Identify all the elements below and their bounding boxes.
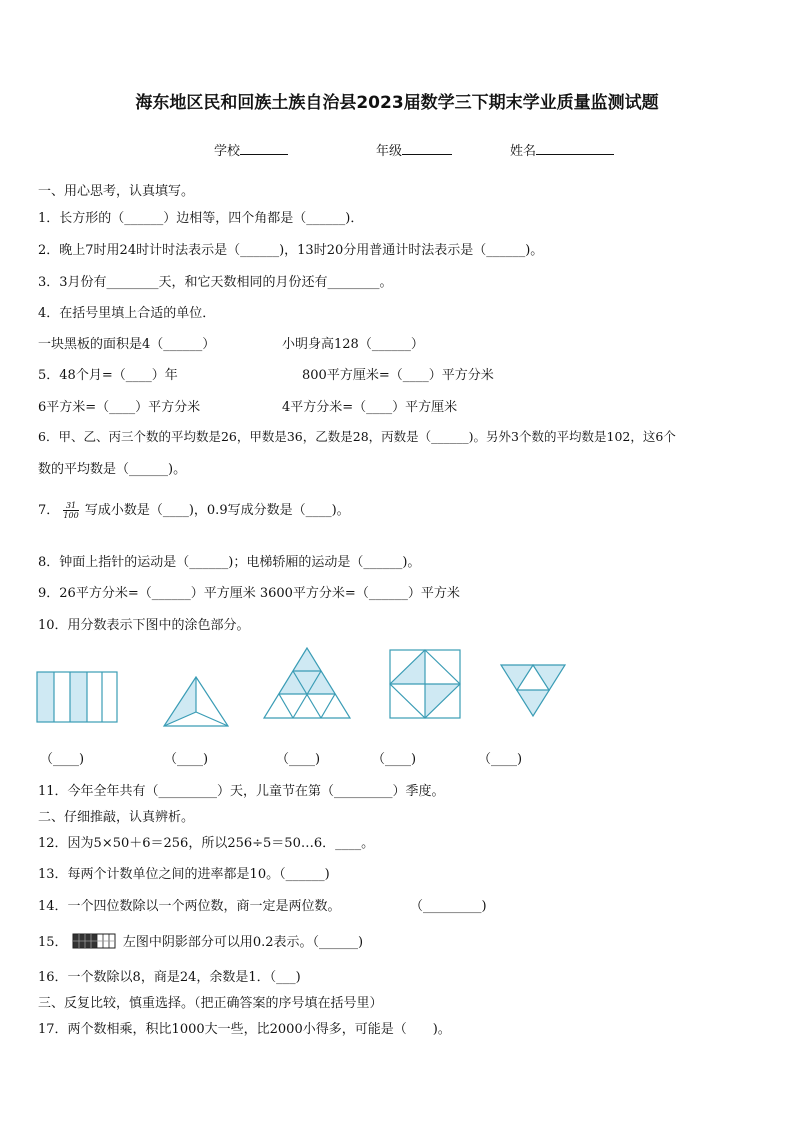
figure-square-diamond xyxy=(388,648,464,720)
figure-inverted-triangle xyxy=(498,662,568,720)
question-14-blank[interactable]: （_________) xyxy=(410,899,487,914)
question-1: 1．长方形的（______）边相等，四个角都是（______)． xyxy=(38,211,364,226)
question-9: 9．26平方分米=（______）平方厘米 3600平方分米=（______）平方米 xyxy=(38,586,460,601)
answer-blank-5[interactable]: （____) xyxy=(478,752,523,767)
question-5c: 6平方米=（____）平方分米 xyxy=(38,400,201,415)
question-2: 2．晚上7时用24时计时法表示是（______)，13时20分用普通计时法表示是（______)。 xyxy=(38,243,544,258)
question-16: 16．一个数除以8，商是24，余数是1．（___) xyxy=(38,970,301,985)
answer-blank-1[interactable]: （____) xyxy=(40,752,85,767)
answer-blank-3[interactable]: （____) xyxy=(276,752,321,767)
question-15: 15． 左图中阴影部分可以用0.2表示。（______) xyxy=(38,935,364,950)
question-3: 3．3月份有________天，和它天数相同的月份还有________。 xyxy=(38,275,393,290)
school-field[interactable]: 学校 xyxy=(214,140,288,159)
answer-blank-2[interactable]: （____) xyxy=(164,752,209,767)
section-3-heading: 三、反复比较，慎重选择。（把正确答案的序号填在括号里） xyxy=(38,996,383,1011)
question-4: 4．在括号里填上合适的单位． xyxy=(38,306,216,321)
answer-blank-4[interactable]: （____) xyxy=(372,752,417,767)
question-4b: 小明身高128（______） xyxy=(282,337,424,352)
fraction-31-100: $\frac{31}{100}$ xyxy=(63,501,79,520)
figure-triangle-thirds xyxy=(162,674,230,730)
question-17: 17．两个数相乘，积比1000大一些，比2000小得多，可能是（ )。 xyxy=(38,1022,451,1037)
question-14: 14．一个四位数除以一个两位数，商一定是两位数。 xyxy=(38,899,341,914)
question-5d: 4平方分米=（____）平方厘米 xyxy=(282,400,458,415)
question-8: 8．钟面上指针的运动是（______)；电梯轿厢的运动是（______)。 xyxy=(38,555,421,570)
question-5b: 800平方厘米=（____）平方分米 xyxy=(302,368,494,383)
section-1-heading: 一、用心思考，认真填写。 xyxy=(38,184,195,199)
question-10: 10．用分数表示下图中的涂色部分。 xyxy=(38,618,250,633)
question-6: 6．甲、乙、丙三个数的平均数是26，甲数是36，乙数是28，丙数是（______)。另外3个数的平均数是102，这6个 xyxy=(38,429,676,444)
page-title: 海东地区民和回族土族自治县2023届数学三下期末学业质量监测试题 xyxy=(135,93,659,113)
question-6-cont: 数的平均数是（______)。 xyxy=(38,462,187,477)
grade-field[interactable]: 年级 xyxy=(376,140,452,159)
question-13: 13．每两个计数单位之间的进率都是10。（______) xyxy=(38,867,330,882)
question-4a: 一块黑板的面积是4（______） xyxy=(38,337,216,352)
question-12: 12．因为5×50＋6＝256，所以256÷5＝50…6．____。 xyxy=(38,836,375,851)
section-2-heading: 二、仔细推敲，认真辨析。 xyxy=(38,810,195,825)
grid-strip-figure xyxy=(72,933,116,949)
question-7: 7． $\frac{31}{100}$ 写成小数是（____)，0.9写成分数是（____)。 xyxy=(38,501,350,520)
name-field[interactable]: 姓名 xyxy=(510,140,614,159)
figure-rectangle-strips xyxy=(36,670,120,726)
question-5a: 5．48个月=（____）年 xyxy=(38,368,178,383)
figure-triangle-ninths xyxy=(262,644,352,724)
question-11: 11．今年全年共有（_________）天，儿童节在第（_________）季度。 xyxy=(38,784,445,799)
